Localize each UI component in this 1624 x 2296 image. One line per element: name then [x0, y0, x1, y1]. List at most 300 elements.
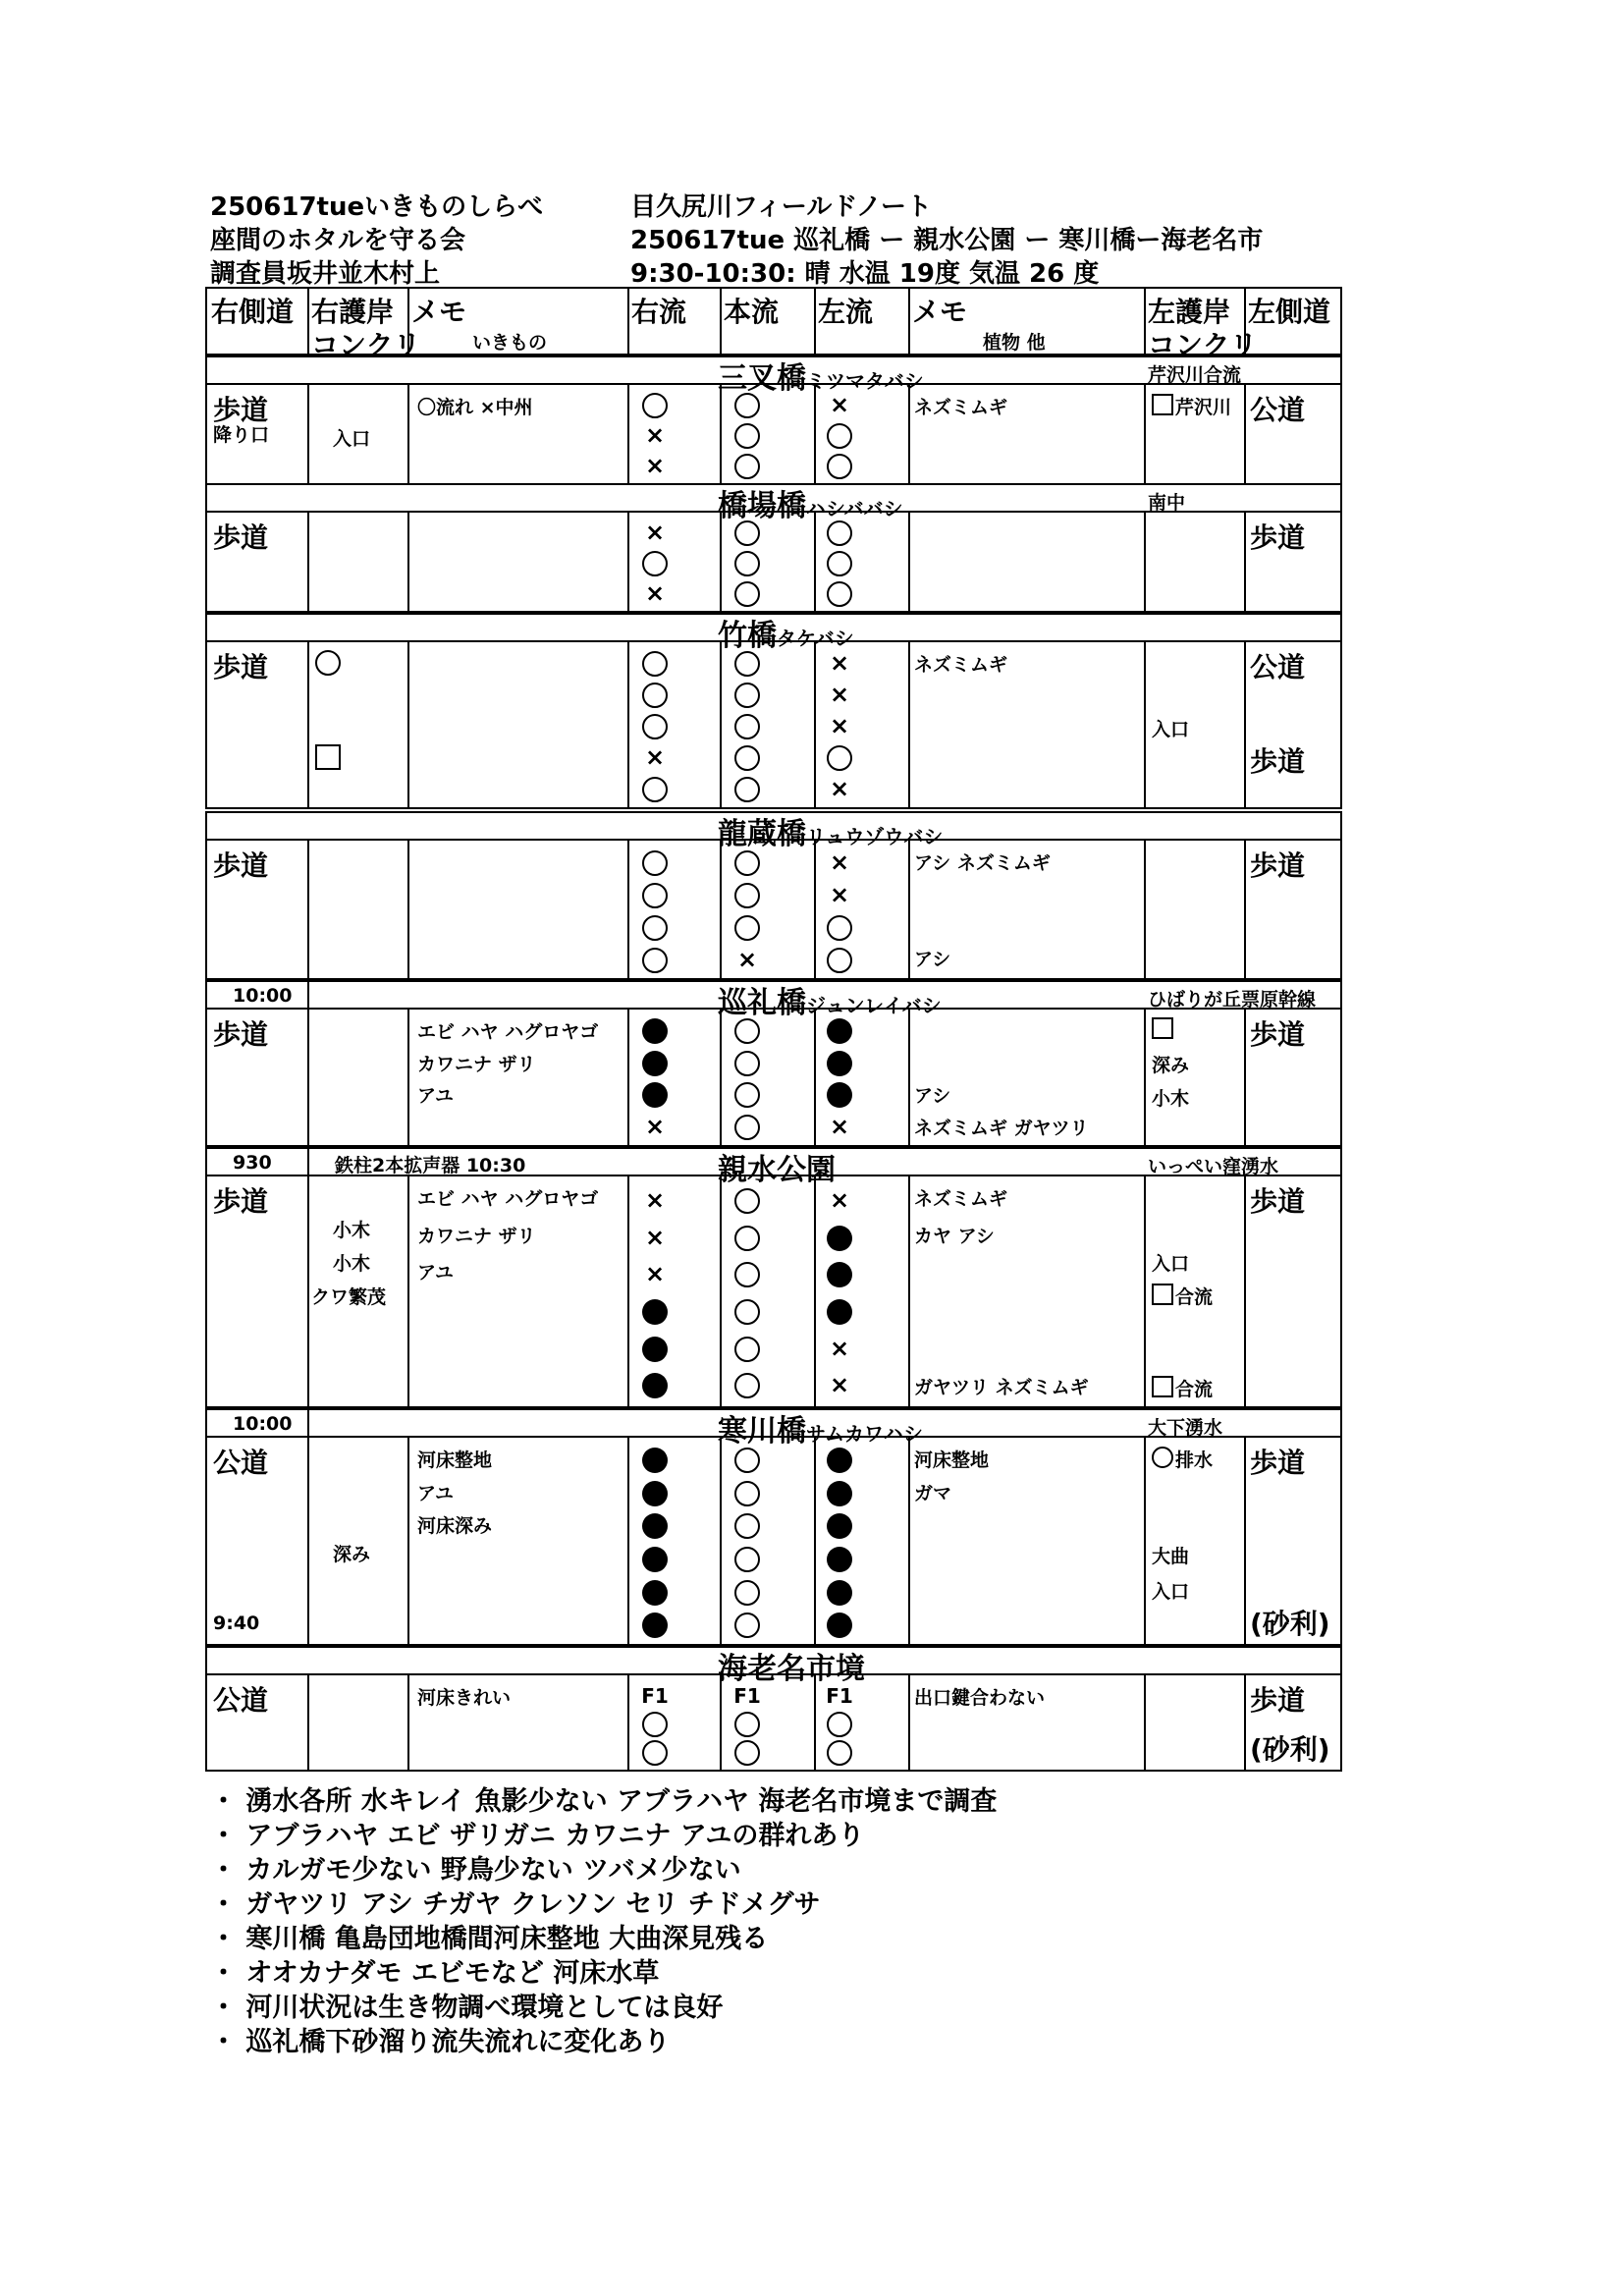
col-divider — [627, 1438, 629, 1644]
col-divider — [908, 1010, 910, 1145]
col-divider — [407, 1010, 409, 1145]
band-time: 10:00 — [233, 1413, 293, 1435]
bridge-section — [205, 513, 1342, 613]
col-divider — [720, 642, 722, 807]
bridge-title: 親水公園 — [718, 1153, 836, 1187]
right-side-label: 公道 — [213, 1684, 269, 1717]
left-side-label: 公道 — [1250, 651, 1306, 683]
col-divider — [407, 642, 409, 807]
right-flow-mark — [642, 1337, 668, 1362]
col-right-flow: 右流 — [631, 296, 687, 328]
left-flow-mark — [827, 520, 852, 546]
header-right-line-3: 9:30-10:30: 晴 水温 19度 気温 26 度 — [630, 259, 1100, 289]
col-divider — [908, 1438, 910, 1644]
header-right-line-1: 目久尻川フィールドノート — [630, 192, 933, 222]
left-flow-mark — [827, 1082, 852, 1108]
right-flow-mark — [642, 1712, 668, 1737]
right-flow-mark — [642, 683, 668, 708]
main-flow-mark — [734, 883, 760, 908]
right-flow-mark — [642, 1547, 668, 1572]
right-flow-mark — [642, 850, 668, 876]
memo-text: 河床きれい — [417, 1687, 512, 1709]
left-flow-mark — [827, 1613, 852, 1638]
col-divider — [1144, 1438, 1146, 1644]
note-line: ・ 湧水各所 水キレイ 魚影少ない アブラハヤ 海老名市境まで調査 — [210, 1786, 998, 1817]
band-landmark: 芹沢川合流 — [1148, 364, 1242, 386]
main-flow-mark — [734, 1580, 760, 1606]
bridge-title: 巡礼橋ジュンレイバシ — [718, 986, 942, 1020]
band-time: 10:00 — [233, 985, 293, 1007]
right-flow-mark — [642, 1481, 668, 1506]
left-flow-mark — [827, 745, 852, 771]
col-divider — [307, 1176, 309, 1406]
col-divider — [407, 513, 409, 611]
left-flow-mark — [827, 1018, 852, 1044]
left-flow-mark — [827, 948, 852, 973]
right-bank-note: 小木 — [333, 1220, 371, 1241]
main-flow-mark — [734, 1613, 760, 1638]
left-flow-mark — [827, 1226, 852, 1251]
col-divider — [627, 642, 629, 807]
right-flow-mark: × — [644, 743, 666, 771]
memo2-text: カヤ アシ — [914, 1225, 995, 1247]
memo-text: カワニナ ザリ — [417, 1225, 536, 1247]
memo2-text: ネズミムギ ガヤツリ — [914, 1117, 1089, 1139]
col-divider — [1244, 1176, 1246, 1406]
left-flow-mark — [827, 1712, 852, 1737]
band-divider — [307, 1410, 309, 1436]
band-time: 930 — [233, 1152, 272, 1174]
memo-text: 河床深み — [417, 1515, 493, 1538]
col-divider — [1244, 642, 1246, 807]
memo-text: アユ — [417, 1262, 455, 1285]
bridge-title: 橋場橋ハシババシ — [718, 489, 903, 523]
memo-text: エビ ハヤ ハグロヤゴ — [417, 1021, 599, 1043]
col-divider — [307, 289, 309, 354]
square-mark — [315, 744, 341, 770]
left-side-label: 歩道 — [1250, 1185, 1306, 1218]
left-flow-mark — [827, 1580, 852, 1606]
left-flow-mark — [827, 1299, 852, 1325]
col-divider — [307, 385, 309, 483]
col-divider — [814, 1176, 816, 1406]
note-line: ・ 河川状況は生き物調べ環境としては良好 — [210, 1993, 724, 2023]
bridge-section — [205, 1176, 1342, 1408]
left-flow-mark: × — [829, 1185, 850, 1214]
main-flow-mark — [734, 745, 760, 771]
right-flow-mark — [642, 915, 668, 941]
bridge-section — [205, 841, 1342, 980]
bridge-section — [205, 1010, 1342, 1147]
right-bank-note: 小木 — [333, 1253, 371, 1275]
band-landmark: いっぺい窪湧水 — [1148, 1156, 1279, 1177]
right-bank-note: 深み — [333, 1544, 371, 1565]
col-memo2-sub: 植物 他 — [983, 332, 1046, 354]
memo-text: 河床整地 — [417, 1449, 493, 1471]
bridge-section — [205, 1438, 1342, 1646]
left-flow-mark: × — [829, 847, 850, 876]
main-flow-mark — [734, 1712, 760, 1737]
right-side-label: 9:40 — [213, 1613, 260, 1634]
col-divider — [627, 289, 629, 354]
right-flow-mark: × — [644, 1185, 666, 1214]
bridge-band — [205, 1408, 1342, 1449]
left-side-label: 歩道 — [1250, 1018, 1306, 1051]
main-flow-mark — [734, 1513, 760, 1539]
left-flow-mark — [827, 1448, 852, 1473]
col-left-side: 左側道 — [1248, 296, 1331, 328]
col-divider — [407, 289, 409, 354]
left-flow-mark: × — [829, 712, 850, 739]
main-flow-mark — [734, 1299, 760, 1325]
bridge-section — [205, 385, 1342, 485]
col-divider — [720, 513, 722, 611]
col-divider — [814, 1675, 816, 1770]
col-divider — [307, 1675, 309, 1770]
col-divider — [720, 289, 722, 354]
col-divider — [1144, 513, 1146, 611]
band-note: 鉄柱2本拡声器 10:30 — [335, 1155, 526, 1176]
col-divider — [908, 642, 910, 807]
right-flow-mark: × — [644, 451, 666, 479]
left-flow-mark — [827, 1262, 852, 1287]
right-flow-mark — [642, 393, 668, 418]
main-flow-mark — [734, 1481, 760, 1506]
bridge-title: 三叉橋ミツマタバシ — [718, 361, 924, 396]
left-flow-mark — [827, 423, 852, 449]
left-flow-mark: × — [829, 1371, 850, 1399]
memo-text: アユ — [417, 1482, 455, 1504]
memo-text: アユ — [417, 1085, 455, 1107]
right-flow-mark — [642, 1373, 668, 1398]
left-side-label: 公道 — [1250, 394, 1306, 426]
memo2-text: アシ — [914, 1085, 951, 1107]
right-bank-note: クワ繁茂 — [311, 1286, 387, 1308]
col-divider — [1244, 289, 1246, 354]
left-bank-note: 芹沢川 — [1152, 393, 1231, 419]
col-divider — [307, 513, 309, 611]
col-divider — [720, 841, 722, 978]
col-divider — [908, 513, 910, 611]
main-flow-mark — [734, 1740, 760, 1766]
col-divider — [627, 385, 629, 483]
col-divider — [1244, 385, 1246, 483]
main-flow-mark — [734, 1188, 760, 1214]
header-left-line-2: 座間のホタルを守る会 — [210, 226, 466, 255]
right-flow-mark: × — [644, 1260, 666, 1288]
col-divider — [908, 289, 910, 354]
left-bank-note: 合流 — [1152, 1283, 1213, 1309]
col-divider — [908, 841, 910, 978]
main-flow-mark — [734, 1373, 760, 1398]
col-divider — [307, 1010, 309, 1145]
left-side-label: 歩道 — [1250, 1447, 1306, 1479]
main-flow-mark — [734, 1051, 760, 1076]
right-flow-mark: F1 — [641, 1683, 669, 1708]
col-divider — [1144, 1675, 1146, 1770]
left-flow-mark — [827, 1481, 852, 1506]
col-divider — [720, 1010, 722, 1145]
main-flow-mark — [734, 1262, 760, 1287]
right-flow-mark — [642, 651, 668, 677]
main-flow-mark — [734, 581, 760, 607]
bridge-band — [205, 980, 1342, 1020]
main-flow-mark: F1 — [733, 1683, 761, 1708]
main-flow-mark — [734, 423, 760, 449]
right-side-label: 歩道 — [213, 651, 269, 683]
main-flow-mark — [734, 915, 760, 941]
col-divider — [908, 1176, 910, 1406]
header-left-line-1: 250617tueいきものしらべ — [210, 192, 544, 222]
col-divider — [720, 1176, 722, 1406]
right-flow-mark — [642, 1613, 668, 1638]
left-bank-note: 入口 — [1152, 1581, 1190, 1603]
right-flow-mark: × — [644, 578, 666, 607]
col-memo2: メモ — [912, 296, 968, 328]
band-landmark: 大下湧水 — [1148, 1417, 1223, 1439]
bridge-band — [205, 355, 1342, 396]
col-right-bank-sub: コンクリ — [311, 329, 421, 361]
col-divider — [1144, 289, 1146, 354]
main-flow-mark — [734, 777, 760, 802]
col-divider — [908, 1675, 910, 1770]
band-divider — [307, 982, 309, 1008]
memo-text: 〇流れ ×中州 — [417, 397, 533, 418]
right-flow-mark — [642, 1580, 668, 1606]
col-memo-sub: いきもの — [472, 332, 548, 354]
col-divider — [814, 1010, 816, 1145]
col-divider — [627, 513, 629, 611]
right-side-label: 歩道 — [213, 1185, 269, 1218]
right-side-label: 公道 — [213, 1447, 269, 1479]
col-divider — [1244, 841, 1246, 978]
col-divider — [814, 841, 816, 978]
col-divider — [1144, 1176, 1146, 1406]
col-divider — [407, 841, 409, 978]
col-divider — [814, 385, 816, 483]
left-flow-mark — [827, 1513, 852, 1539]
col-divider — [1144, 642, 1146, 807]
left-side-label: (砂利) — [1250, 1733, 1330, 1766]
right-flow-mark — [642, 948, 668, 973]
right-flow-mark: × — [644, 1223, 666, 1251]
note-line: ・ ガヤツリ アシ チガヤ クレソン セリ チドメグサ — [210, 1889, 821, 1920]
right-side-label: 降り口 — [213, 424, 270, 446]
main-flow-mark — [734, 1018, 760, 1044]
right-side-label: 歩道 — [213, 521, 269, 554]
right-side-label: 歩道 — [213, 1018, 269, 1051]
col-main-flow: 本流 — [724, 296, 780, 328]
col-divider — [720, 1675, 722, 1770]
note-line: ・ 寒川橋 亀島団地橋間河床整地 大曲深見残る — [210, 1924, 769, 1954]
col-divider — [814, 642, 816, 807]
note-line: ・ オオカナダモ エビモなど 河床水草 — [210, 1958, 660, 1989]
bridge-band — [205, 811, 1342, 851]
left-bank-note: 入口 — [1152, 719, 1190, 740]
right-flow-mark — [642, 1740, 668, 1766]
col-divider — [720, 385, 722, 483]
left-flow-mark — [827, 551, 852, 576]
memo2-text: アシ ネズミムギ — [914, 852, 1051, 874]
left-bank-note: 排水 — [1152, 1446, 1213, 1472]
header-right-line-2: 250617tue 巡礼橋 ー 親水公園 ー 寒川橋ー海老名市 — [630, 226, 1264, 255]
note-line: ・ アブラハヤ エビ ザリガニ カワニナ アユの群れあり — [210, 1821, 865, 1851]
memo-text: カワニナ ザリ — [417, 1053, 536, 1075]
main-flow-mark — [734, 1082, 760, 1108]
circle-mark — [315, 650, 341, 676]
col-memo: メモ — [411, 296, 467, 328]
right-flow-mark — [642, 1018, 668, 1044]
left-bank-note: 深み — [1152, 1055, 1190, 1076]
right-flow-mark — [642, 1082, 668, 1108]
band-divider — [307, 1149, 309, 1175]
left-side-label: (砂利) — [1250, 1608, 1330, 1640]
bridge-band — [205, 1646, 1342, 1686]
right-flow-mark — [642, 883, 668, 908]
main-flow-mark — [734, 1115, 760, 1140]
col-divider — [814, 1438, 816, 1644]
left-flow-mark: × — [829, 775, 850, 802]
note-line: ・ カルガモ少ない 野鳥少ない ツバメ少ない — [210, 1855, 741, 1886]
left-bank-note — [1152, 1017, 1175, 1042]
col-divider — [1244, 1438, 1246, 1644]
memo2-text: 河床整地 — [914, 1449, 990, 1471]
col-left-flow: 左流 — [818, 296, 874, 328]
bridge-band — [205, 483, 1342, 523]
memo2-text: アシ — [914, 949, 951, 970]
left-flow-mark: × — [829, 1334, 850, 1362]
left-bank-note: 入口 — [1152, 1253, 1190, 1275]
col-divider — [407, 1176, 409, 1406]
right-flow-mark: × — [644, 1112, 666, 1140]
main-flow-mark — [734, 651, 760, 677]
col-divider — [407, 1675, 409, 1770]
main-flow-mark — [734, 1226, 760, 1251]
main-flow-mark: × — [736, 945, 758, 973]
left-flow-mark: × — [829, 1112, 850, 1140]
right-side-label: 歩道 — [213, 394, 269, 426]
right-bank-note: 入口 — [333, 428, 371, 450]
right-flow-mark — [642, 551, 668, 576]
right-flow-mark — [642, 1299, 668, 1325]
col-divider — [307, 841, 309, 978]
right-flow-mark: × — [644, 519, 666, 547]
col-divider — [627, 1176, 629, 1406]
col-divider — [1244, 1675, 1246, 1770]
col-divider — [627, 1675, 629, 1770]
memo2-text: 出口鍵合わない — [914, 1687, 1046, 1709]
col-divider — [307, 1438, 309, 1644]
left-flow-mark — [827, 1051, 852, 1076]
left-flow-mark — [827, 915, 852, 941]
main-flow-mark — [734, 551, 760, 576]
left-side-label: 歩道 — [1250, 521, 1306, 554]
band-landmark: 南中 — [1148, 492, 1186, 514]
bridge-title: 寒川橋サムカワハシ — [718, 1414, 923, 1449]
main-flow-mark — [734, 683, 760, 708]
note-line: ・ 巡礼橋下砂溜り流失流れに変化あり — [210, 2027, 671, 2057]
left-bank-note: 大曲 — [1152, 1546, 1190, 1567]
bridge-section — [205, 1675, 1342, 1772]
right-flow-mark: × — [644, 421, 666, 449]
left-flow-mark: × — [829, 649, 850, 677]
memo2-text: ガマ — [914, 1482, 952, 1504]
bridge-title: 龍蔵橋リュウゾウバシ — [718, 817, 944, 851]
left-flow-mark: × — [829, 681, 850, 708]
bridge-title: 海老名市境 — [718, 1652, 865, 1686]
field-survey-table — [205, 287, 1342, 1777]
left-flow-mark: F1 — [826, 1683, 853, 1708]
main-flow-mark — [734, 454, 760, 479]
memo-text: エビ ハヤ ハグロヤゴ — [417, 1188, 599, 1210]
col-divider — [908, 385, 910, 483]
bridge-title: 竹橋タケバシ — [718, 619, 854, 653]
left-flow-mark — [827, 454, 852, 479]
col-divider — [1244, 513, 1246, 611]
col-left-bank: 左護岸 — [1148, 296, 1231, 328]
col-divider — [407, 1438, 409, 1644]
memo2-text: ネズミムギ — [914, 1188, 1008, 1210]
bridge-band — [205, 613, 1342, 653]
col-divider — [407, 385, 409, 483]
right-flow-mark — [642, 1051, 668, 1076]
left-flow-mark: × — [829, 880, 850, 908]
col-divider — [627, 841, 629, 978]
col-right-bank: 右護岸 — [311, 296, 395, 328]
col-divider — [720, 1438, 722, 1644]
main-flow-mark — [734, 850, 760, 876]
right-flow-mark — [642, 1448, 668, 1473]
main-flow-mark — [734, 1448, 760, 1473]
right-side-label: 歩道 — [213, 849, 269, 882]
bridge-section — [205, 642, 1342, 809]
col-divider — [1144, 385, 1146, 483]
column-header-row — [205, 287, 1342, 361]
left-bank-note: 合流 — [1152, 1375, 1213, 1401]
col-divider — [814, 289, 816, 354]
main-flow-mark — [734, 520, 760, 546]
memo2-text: ネズミムギ — [914, 654, 1008, 676]
left-flow-mark — [827, 1547, 852, 1572]
main-flow-mark — [734, 393, 760, 418]
main-flow-mark — [734, 714, 760, 739]
left-flow-mark — [827, 1740, 852, 1766]
header-left-line-3: 調査員坂井並木村上 — [210, 259, 441, 289]
col-divider — [307, 642, 309, 807]
memo2-text: ネズミムギ — [914, 397, 1008, 418]
right-flow-mark — [642, 714, 668, 739]
right-flow-mark — [642, 777, 668, 802]
bridge-band — [205, 1147, 1342, 1187]
col-divider — [1144, 1010, 1146, 1145]
main-flow-mark — [734, 1547, 760, 1572]
left-flow-mark — [827, 581, 852, 607]
col-left-bank-sub: コンクリ — [1148, 329, 1258, 361]
left-flow-mark: × — [829, 391, 850, 419]
col-divider — [814, 513, 816, 611]
col-right-side: 右側道 — [211, 296, 295, 328]
left-side-label: 歩道 — [1250, 1684, 1306, 1717]
col-divider — [1144, 841, 1146, 978]
left-side-label: 歩道 — [1250, 849, 1306, 882]
band-landmark: ひばりが丘票原幹線 — [1148, 989, 1317, 1011]
col-divider — [1244, 1010, 1246, 1145]
left-side-label: 歩道 — [1250, 745, 1306, 778]
right-flow-mark — [642, 1513, 668, 1539]
left-bank-note: 小木 — [1152, 1088, 1190, 1110]
col-divider — [627, 1010, 629, 1145]
main-flow-mark — [734, 1337, 760, 1362]
